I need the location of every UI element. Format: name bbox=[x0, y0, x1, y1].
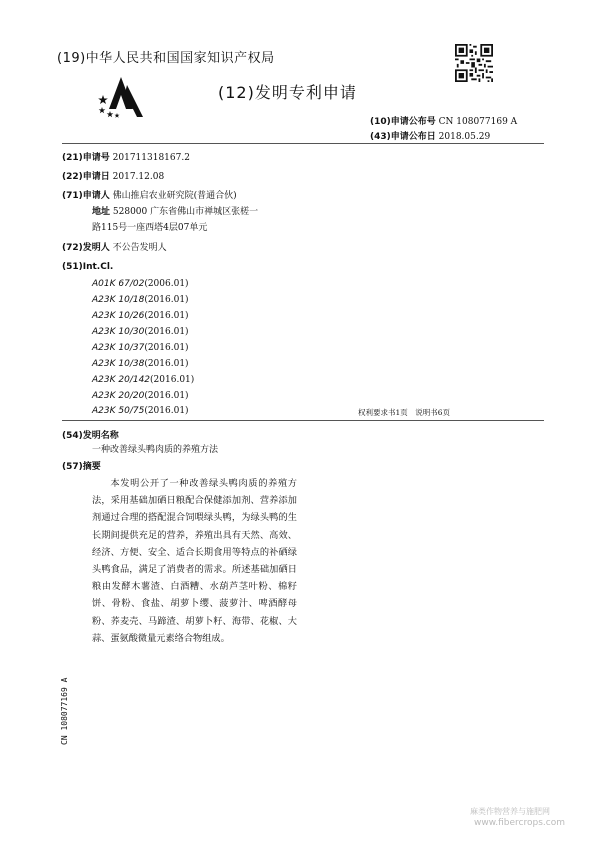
applicant-label: (71)申请人 bbox=[62, 191, 110, 201]
inventor-label: (72)发明人 bbox=[62, 243, 110, 253]
invention-title-label: (54)发明名称 bbox=[62, 431, 119, 441]
ipc-version: (2016.01) bbox=[144, 406, 189, 416]
ipc-code: A23K 20/20 bbox=[92, 391, 145, 401]
ipc-entry bbox=[92, 375, 194, 385]
ipc-version: (2006.01) bbox=[144, 279, 189, 289]
qr-code bbox=[455, 44, 493, 82]
ipc-entry bbox=[92, 295, 189, 305]
invention-title: 一种改善绿头鸭肉质的养殖方法 bbox=[92, 445, 219, 455]
applicant-row bbox=[62, 188, 237, 201]
ipc-version: (2016.01) bbox=[144, 343, 189, 353]
ipc-entry bbox=[92, 406, 189, 416]
inventor-row bbox=[62, 240, 167, 253]
inventor-name: 不公告发明人 bbox=[112, 243, 167, 253]
ipc-version: (2016.01) bbox=[144, 391, 189, 401]
office-name: (19)中华人民共和国国家知识产权局 bbox=[57, 51, 275, 66]
abstract-label: (57)摘要 bbox=[62, 462, 101, 472]
address-row bbox=[92, 204, 258, 217]
abstract-text: 本发明公开了一种改善绿头鸭肉质的养殖方法，采用基础加硒日粮配合保健添加剂、营养添加剂通过合理的搭配混合饲喂绿头鸭，为绿头鸭的生长期间提供充足的营养，养殖出具有天然、高效、经济、方便、安全、适合长期食用等特点的补硒绿头鸭食品，满足了消费者的需求。所述基础加硒日粮由发酵木薯渣、白酒糟、水葫芦茎叶粉、棉籽饼、骨粉、食盐、胡萝卜缨、菠萝汁、啤酒酵母粉、荞麦壳、马蹄渣、胡萝卜籽、海带、花椒、大蒜、蛋氨酸微量元素络合物组成。 bbox=[92, 478, 297, 644]
address-line-2: 路115号一座西塔4层07单元 bbox=[92, 223, 208, 233]
patent-office-logo bbox=[97, 75, 145, 119]
ipc-code: A23K 10/37 bbox=[92, 343, 145, 353]
address-label: 地址 bbox=[92, 207, 111, 217]
ipc-entry bbox=[92, 391, 189, 401]
ipc-entry bbox=[92, 327, 189, 337]
side-publication-number: CN 108077169 A bbox=[60, 677, 69, 745]
ipc-version: (2016.01) bbox=[144, 311, 189, 321]
application-date: 2017.12.08 bbox=[112, 172, 165, 182]
application-number-label: (21)申请号 bbox=[62, 153, 110, 163]
applicant-name: 佛山推启农业研究院(普通合伙) bbox=[112, 191, 237, 201]
publication-date-row bbox=[370, 129, 490, 142]
ipc-code: A23K 10/30 bbox=[92, 327, 145, 337]
publication-number-row bbox=[370, 114, 517, 127]
watermark-url: www.fibercrops.com bbox=[474, 818, 565, 828]
ipc-code: A23K 10/26 bbox=[92, 311, 145, 321]
ipc-entry bbox=[92, 279, 189, 289]
document-type: (12)发明专利申请 bbox=[218, 83, 357, 102]
ipc-version: (2016.01) bbox=[144, 327, 189, 337]
publication-date: 2018.05.29 bbox=[438, 132, 491, 142]
application-date-row bbox=[62, 169, 164, 182]
ipc-version: (2016.01) bbox=[144, 295, 189, 305]
application-number-row bbox=[62, 150, 190, 163]
publication-number-label: (10)申请公布号 bbox=[370, 117, 436, 127]
ipc-entry bbox=[92, 359, 189, 369]
application-date-label: (22)申请日 bbox=[62, 172, 110, 182]
ipc-code: A23K 20/142 bbox=[92, 375, 151, 385]
ipc-version: (2016.01) bbox=[150, 375, 195, 385]
application-number: 201711318167.2 bbox=[112, 153, 190, 163]
ipc-version: (2016.01) bbox=[144, 359, 189, 369]
address-line-1: 528000 广东省佛山市禅城区张槎一 bbox=[112, 207, 259, 217]
header-divider bbox=[62, 143, 544, 144]
int-cl-label: (51)Int.Cl. bbox=[62, 262, 114, 272]
ipc-entry bbox=[92, 343, 189, 353]
ipc-entry bbox=[92, 311, 189, 321]
watermark-text: 麻类作物营养与施肥网 bbox=[470, 807, 550, 816]
page-count: 权利要求书1页 说明书6页 bbox=[358, 408, 451, 417]
ipc-code: A23K 50/75 bbox=[92, 406, 145, 416]
section-divider bbox=[62, 420, 544, 421]
ipc-code: A01K 67/02 bbox=[92, 279, 145, 289]
ipc-code: A23K 10/18 bbox=[92, 295, 145, 305]
publication-date-label: (43)申请公布日 bbox=[370, 132, 436, 142]
ipc-code: A23K 10/38 bbox=[92, 359, 145, 369]
publication-number: CN 108077169 A bbox=[438, 117, 518, 127]
